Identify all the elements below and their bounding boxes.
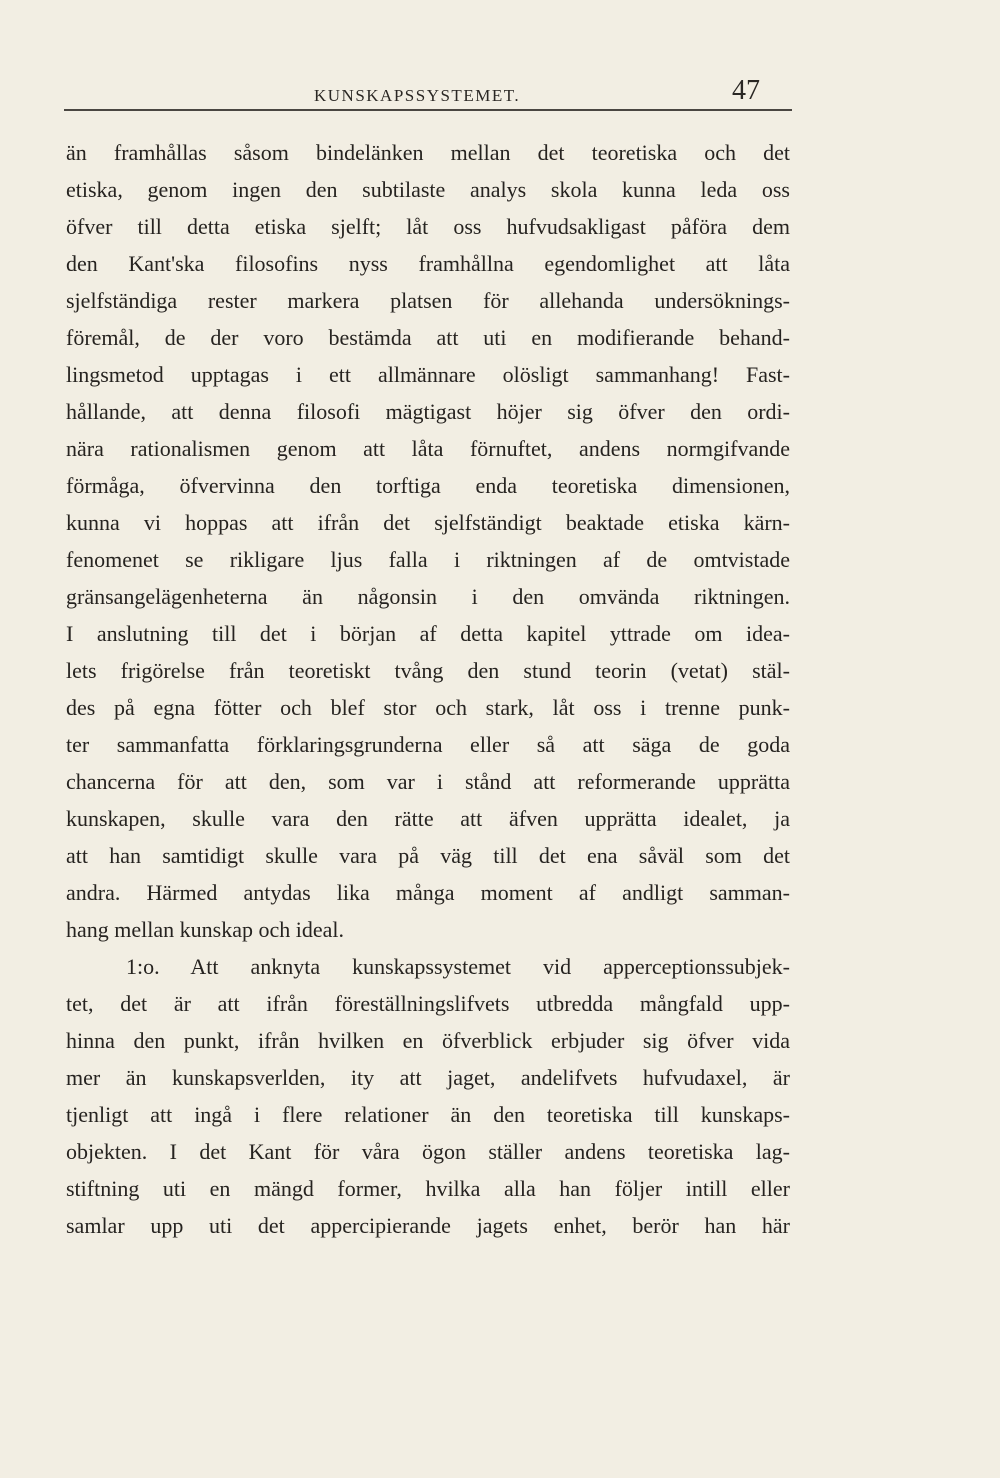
text-line: förmåga, öfvervinna den torftiga enda teoretiska dimensionen,: [66, 473, 790, 498]
text-line: hinna den punkt, ifrån hvilken en öfverblick erbjuder sig öfver vida: [66, 1028, 790, 1053]
running-head: KUNSKAPSSYSTEMET.: [314, 86, 521, 105]
text-line: I anslutning till det i början af detta kapitel yttrade om idea-: [66, 621, 790, 646]
text-line: samlar upp uti det appercipierande jagets enhet, berör han här: [66, 1213, 790, 1238]
text-line: den Kant'ska filosofins nyss framhållna egendomlighet att låta: [66, 251, 790, 276]
text-line: sjelfständiga rester markera platsen för allehanda undersöknings-: [66, 288, 790, 313]
text-line: kunna vi hoppas att ifrån det sjelfständigt beaktade etiska kärn-: [66, 510, 790, 535]
text-line: hållande, att denna filosofi mägtigast höjer sig öfver den ordi-: [66, 399, 790, 424]
text-line: andra. Härmed antydas lika många moment af andligt samman-: [66, 880, 790, 905]
text-line: öfver till detta etiska sjelft; låt oss hufvudsakligast påföra dem: [66, 214, 790, 239]
text-line: mer än kunskapsverlden, ity att jaget, andelifvets hufvudaxel, är: [66, 1065, 790, 1090]
text-line: att han samtidigt skulle vara på väg till det ena såväl som det: [66, 843, 790, 868]
text-line: gränsangelägenheterna än någonsin i den omvända riktningen.: [66, 584, 790, 609]
text-line: tet, det är att ifrån föreställningslifvets utbredda mångfald upp-: [66, 991, 790, 1016]
text-line: stiftning uti en mängd former, hvilka alla han följer intill eller: [66, 1176, 790, 1201]
text-line: ter sammanfatta förklaringsgrunderna eller så att säga de goda: [66, 732, 790, 757]
text-line: des på egna fötter och blef stor och stark, låt oss i trenne punk-: [66, 695, 790, 720]
text-line: objekten. I det Kant för våra ögon ställer andens teoretiska lag-: [66, 1139, 790, 1164]
text-line: hang mellan kunskap och ideal.: [66, 917, 344, 942]
page-number: 47: [732, 75, 760, 106]
text-line: nära rationalismen genom att låta förnuftet, andens normgifvande: [66, 436, 790, 461]
text-line: än framhållas såsom bindelänken mellan det teoretiska och det: [66, 140, 790, 165]
text-line: fenomenet se rikligare ljus falla i riktningen af de omtvistade: [66, 547, 790, 572]
text-line: föremål, de der voro bestämda att uti en modifierande behand-: [66, 325, 790, 350]
text-line: etiska, genom ingen den subtilaste analys skola kunna leda oss: [66, 177, 790, 202]
text-line: 1:o. Att anknyta kunskapssystemet vid apperceptionssubjek-: [126, 954, 790, 979]
text-line: lets frigörelse från teoretiskt tvång den stund teorin (vetat) stäl-: [66, 658, 790, 683]
body-text: [66, 134, 790, 1244]
text-line: lingsmetod upptagas i ett allmännare olösligt sammanhang! Fast-: [66, 362, 790, 387]
header-rule: [64, 109, 792, 111]
text-line: tjenligt att ingå i flere relationer än den teoretiska till kunskaps-: [66, 1102, 790, 1127]
text-line: kunskapen, skulle vara den rätte att äfven upprätta idealet, ja: [66, 806, 790, 831]
text-line: chancerna för att den, som var i stånd att reformerande upprätta: [66, 769, 790, 794]
